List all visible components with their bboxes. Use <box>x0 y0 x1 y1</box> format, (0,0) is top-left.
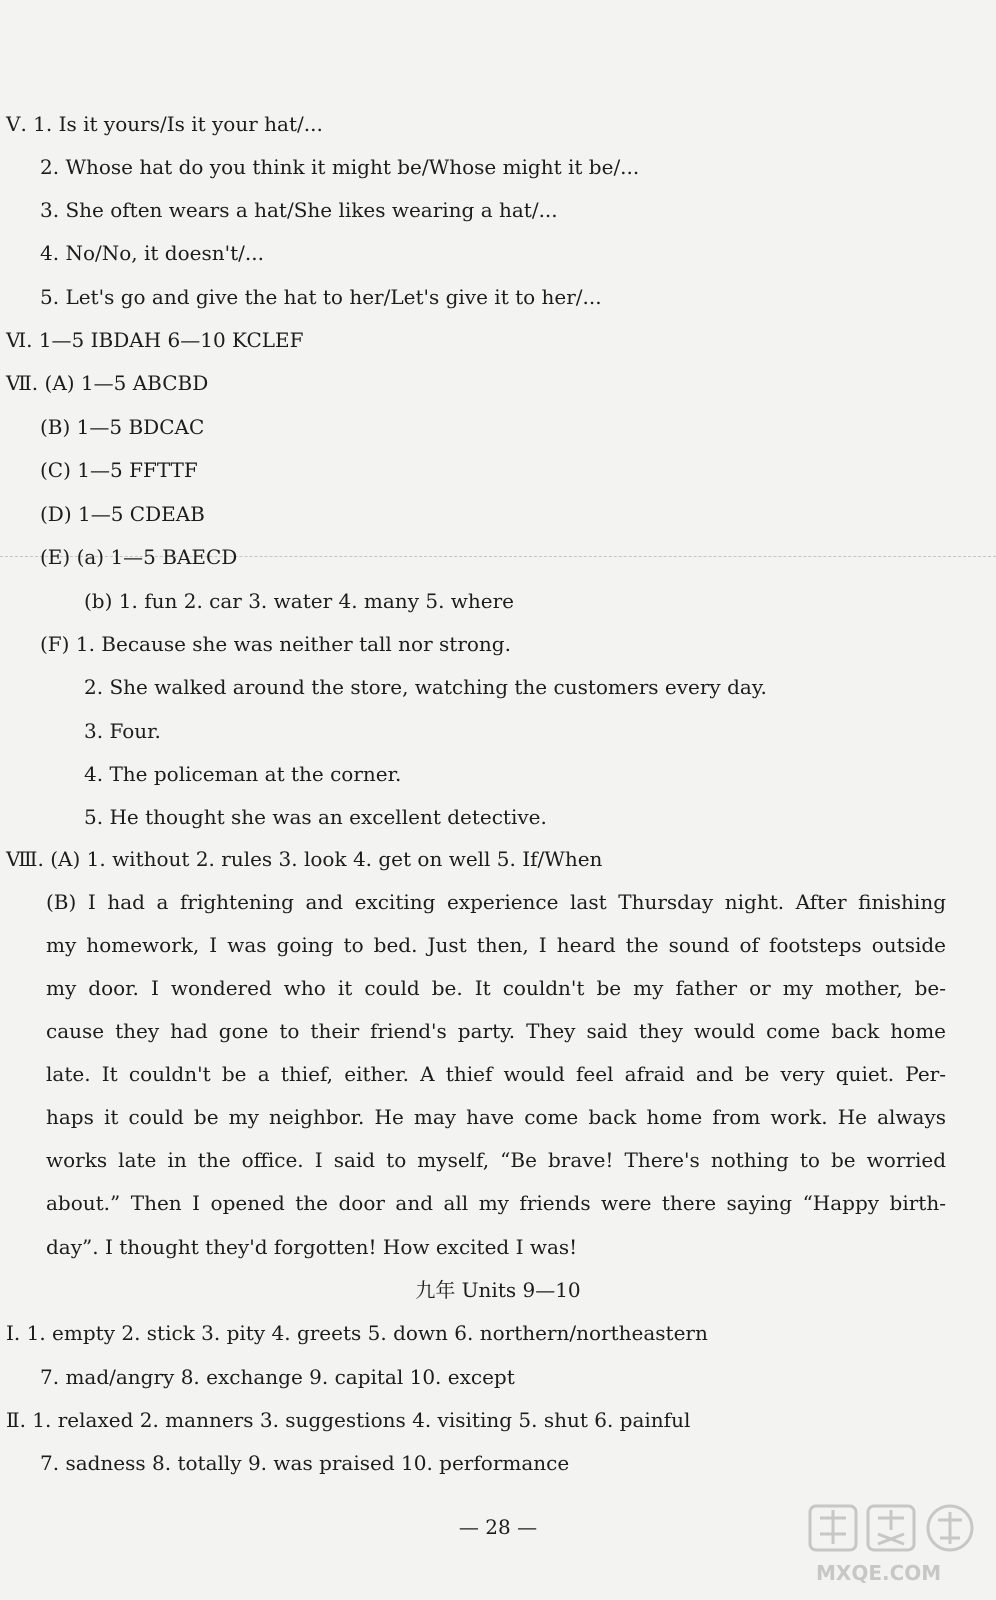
section-v-item-5: 5. Let's go and give the hat to her/Let's give it to her/... <box>40 285 602 309</box>
essay-line: late. It couldn't be a thief, either. A thief would feel afraid and be very quiet. Per- <box>46 1062 946 1086</box>
essay-line: haps it could be my neighbor. He may have come back home from work. He always <box>46 1105 946 1129</box>
section-v-item-3: 3. She often wears a hat/She likes wearing a hat/... <box>40 198 558 222</box>
essay-line: my door. I wondered who it could be. It couldn't be my father or my mother, be- <box>46 976 946 1000</box>
section-vii-c: (C) 1—5 FFTTF <box>40 458 198 482</box>
essay-line: cause they had gone to their friend's party. They said they would come back home <box>46 1019 946 1043</box>
section-v-item-2: 2. Whose hat do you think it might be/Whose might it be/... <box>40 155 640 179</box>
section-vii-b: (B) 1—5 BDCAC <box>40 415 205 439</box>
section-vii-e-b: (b) 1. fun 2. car 3. water 4. many 5. where <box>84 589 515 613</box>
answer-site-logo-icon <box>802 1500 982 1590</box>
section-vii-f-5: 5. He thought she was an excellent detective. <box>84 805 547 829</box>
section-vii-a: Ⅶ. (A) 1—5 ABCBD <box>6 371 209 395</box>
section-v-item-1: Ⅴ. 1. Is it yours/Is it your hat/... <box>6 112 323 136</box>
essay-line: works late in the office. I said to myself, “Be brave! There's nothing to be worried <box>46 1148 946 1172</box>
section-i-line-2: 7. mad/angry 8. exchange 9. capital 10. except <box>40 1365 515 1389</box>
section-vii-f-1: (F) 1. Because she was neither tall nor strong. <box>40 632 511 656</box>
section-vii-d: (D) 1—5 CDEAB <box>40 502 205 526</box>
essay-line: (B) I had a frightening and exciting experience last Thursday night. After finishing <box>46 890 946 914</box>
section-viii-a: Ⅷ. (A) 1. without 2. rules 3. look 4. get on well 5. If/When <box>6 847 603 871</box>
section-v-item-4: 4. No/No, it doesn't/... <box>40 241 264 265</box>
section-vii-f-3: 3. Four. <box>84 719 161 743</box>
section-vii-e-a: (E) (a) 1—5 BAECD <box>40 545 238 569</box>
page-number: — 28 — <box>458 1515 538 1539</box>
svg-text:MXQE.COM: MXQE.COM <box>816 1561 942 1585</box>
essay-line: my homework, I was going to bed. Just then, I heard the sound of footsteps outside <box>46 933 946 957</box>
section-vii-f-2: 2. She walked around the store, watching the customers every day. <box>84 675 767 699</box>
section-ii-line-2: 7. sadness 8. totally 9. was praised 10. performance <box>40 1451 570 1475</box>
section-vi: Ⅵ. 1—5 IBDAH 6—10 KCLEF <box>6 328 304 352</box>
section-ii-line-1: Ⅱ. 1. relaxed 2. manners 3. suggestions 4. visiting 5. shut 6. painful <box>6 1408 691 1432</box>
section-vii-f-4: 4. The policeman at the corner. <box>84 762 402 786</box>
essay-line: day”. I thought they'd forgotten! How excited I was! <box>46 1235 578 1259</box>
essay-line: about.” Then I opened the door and all my friends were there saying “Happy birth- <box>46 1191 946 1215</box>
unit-heading: 九年 Units 9—10 <box>415 1278 581 1302</box>
section-i-line-1: Ⅰ. 1. empty 2. stick 3. pity 4. greets 5. down 6. northern/northeastern <box>6 1321 708 1345</box>
